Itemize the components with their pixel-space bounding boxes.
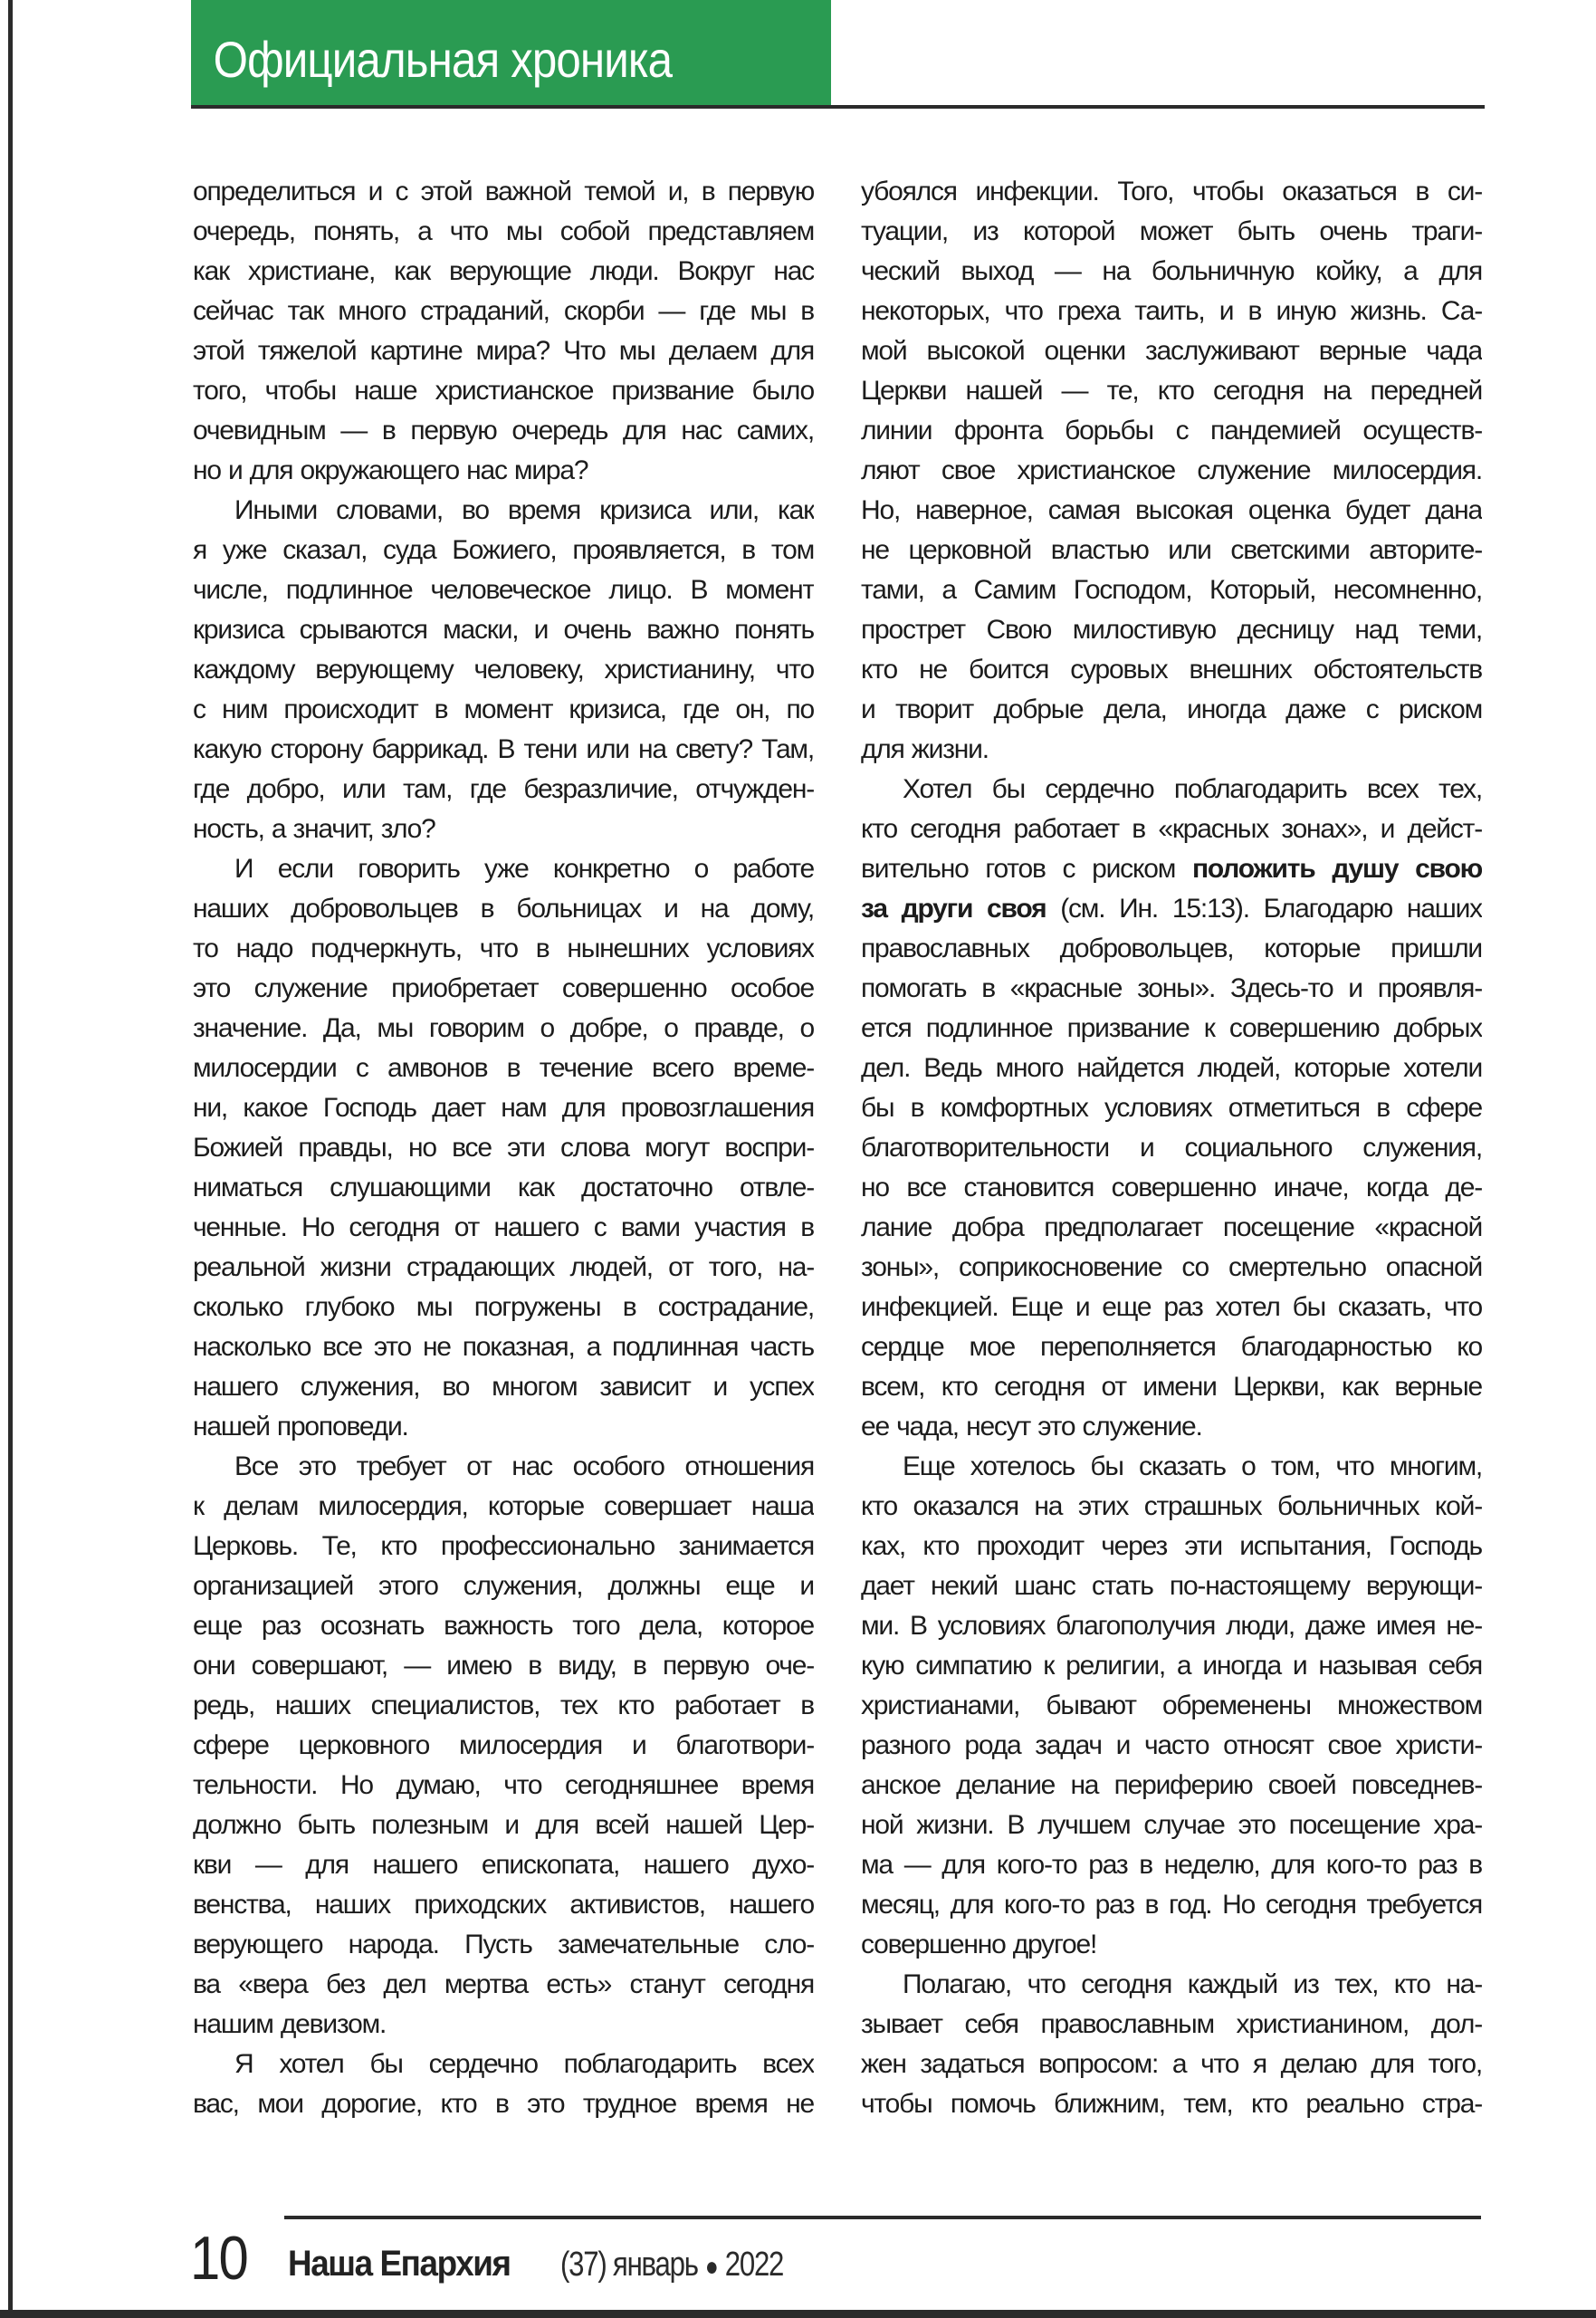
text-line: ма — для кого-то раз в неделю, для кого-то раз в — [861, 1850, 1482, 1880]
text-line: всем, кто сегодня от имени Церкви, как верные — [861, 1372, 1482, 1402]
section-header — [191, 0, 831, 105]
text-line: я уже сказал, суда Божиего, проявляется, в том — [193, 535, 814, 565]
text-line: Полагаю, что сегодня каждый из тех, кто на- — [903, 1969, 1482, 1999]
text-line: еще раз осознать важность того дела, которое — [193, 1611, 814, 1641]
text-line: анское делание на периферию своей повседнев- — [861, 1770, 1482, 1800]
paragraph — [193, 1447, 814, 2045]
text-line: Иными словами, во время кризиса или, как — [234, 495, 814, 525]
text-line: ми. В условиях благополучия люди, даже имея не- — [861, 1611, 1482, 1641]
text-line: они совершают, — имею в виду, в первую оче- — [193, 1651, 814, 1681]
text-line: ется подлинное призвание к совершению добрых — [861, 1013, 1482, 1043]
text-line: лание добра предполагает посещение «красной — [861, 1212, 1482, 1242]
bold-text-run: за други своя — [861, 894, 1046, 924]
text-line: но все становится совершенно иначе, когда де- — [861, 1173, 1482, 1202]
text-line: ческий выход — на больничную койку, а для — [861, 256, 1482, 286]
text-line: чтобы помочь ближним, тем, кто реально стра- — [861, 2089, 1482, 2119]
text-line: Церкви нашей — те, кто сегодня на передней — [861, 376, 1482, 406]
text-line — [861, 889, 1482, 929]
text-line: но и для окружающего нас мира? — [193, 455, 588, 485]
text-line: Хотел бы сердечно поблагодарить всех тех, — [903, 774, 1482, 804]
footer — [288, 2244, 832, 2284]
text-line: и творит добрые дела, иногда даже с риском — [861, 694, 1482, 724]
bullet-separator-icon: ● — [704, 2252, 718, 2282]
text-line: помогать в «красные зоны». Здесь-то и проявля- — [861, 973, 1482, 1003]
paragraph — [193, 491, 814, 849]
paragraph — [193, 2045, 814, 2124]
text-line: некоторых, что греха таить, и в иную жизнь. Са- — [861, 296, 1482, 326]
text-line: ченные. Но сегодня от нашего с вами участия в — [193, 1212, 814, 1242]
text-line: милосердии с амвонов в течение всего време- — [193, 1053, 814, 1083]
text-line: мой высокой оценки заслуживают верные чада — [861, 336, 1482, 366]
page-number: 10 — [190, 2224, 248, 2293]
text-line: ва «вера без дел мертва есть» станут сегодня — [193, 1969, 814, 1999]
left-border-rule — [8, 0, 13, 2318]
text-line: сфере церковного милосердия и благотвори- — [193, 1730, 814, 1760]
text-line: очередь, понять, а что мы собой представляем — [193, 216, 814, 246]
text-line: нашей проповеди. — [193, 1412, 408, 1442]
text-line: убоялся инфекции. Того, чтобы оказаться в си- — [861, 177, 1482, 206]
text-line: Церковь. Те, кто профессионально занимается — [193, 1531, 814, 1561]
text-line: кви — для нашего епископата, нашего духо- — [193, 1850, 814, 1880]
text-line: Я хотел бы сердечно поблагодарить всех — [234, 2049, 814, 2079]
text-line: не церковной властью или светскими авторите- — [861, 535, 1482, 565]
text-line: того, чтобы наше христианское призвание было — [193, 376, 814, 406]
footer-rule — [284, 2216, 1481, 2219]
issue-number: (37) январь — [560, 2246, 698, 2284]
text-line: с ним происходит в момент кризиса, где он, по — [193, 694, 814, 724]
text-line: значение. Да, мы говорим о добре, о правде, о — [193, 1013, 814, 1043]
paragraph — [861, 770, 1482, 1447]
text-line: то надо подчеркнуть, что в нынешних условиях — [193, 934, 814, 963]
text-line: ни, какое Господь дает нам для провозглашения — [193, 1093, 814, 1123]
text-line: прострет Свою милостивую десницу над теми, — [861, 615, 1482, 645]
text-line: тами, а Самим Господом, Который, несомненно, — [861, 575, 1482, 605]
text-line: реальной жизни страдающих людей, от того, на- — [193, 1252, 814, 1282]
section-title: Официальная хроника — [213, 30, 673, 88]
text-line: разного рода задач и часто относят свое христи- — [861, 1730, 1482, 1760]
text-line: венства, наших приходских активистов, нашего — [193, 1890, 814, 1920]
text-line: нашим девизом. — [193, 2009, 387, 2039]
text-line: это служение приобретает совершенно особое — [193, 973, 814, 1003]
text-line: ляют свое христианское служение милосердия. — [861, 455, 1482, 485]
text-line: дает некий шанс стать по-настоящему верующи- — [861, 1571, 1482, 1601]
text-line: ках, кто проходит через эти испытания, Господь — [861, 1531, 1482, 1561]
issue-year: 2022 — [724, 2246, 784, 2284]
text-line: нашего служения, во многом зависит и успех — [193, 1372, 814, 1402]
text-line: этой тяжелой картине мира? Что мы делаем для — [193, 336, 814, 366]
text-line: сердце мое переполняется благодарностью ко — [861, 1332, 1482, 1362]
text-line: ность, а значит, зло? — [193, 814, 435, 844]
article-body — [193, 172, 1482, 2124]
text-line: должно быть полезным и для всей нашей Цер- — [193, 1810, 814, 1840]
magazine-title: Наша Епархия — [288, 2244, 511, 2284]
text-line: бы в комфортных условиях отметиться в сфере — [861, 1093, 1482, 1123]
header-rule — [191, 105, 1485, 109]
text-line: очевидным — в первую очередь для нас самих, — [193, 416, 814, 445]
text-line: сколько глубоко мы погружены в сострадание, — [193, 1292, 814, 1322]
text-line: жен задаться вопросом: а что я делаю для того, — [861, 2049, 1482, 2079]
text-line: кто не боится суровых внешних обстоятельств — [861, 655, 1482, 685]
text-line: определиться и с этой важной темой и, в первую — [193, 177, 814, 206]
text-line: Все это требует от нас особого отношения — [234, 1451, 814, 1481]
text-line: к делам милосердия, которые совершает наша — [193, 1491, 814, 1521]
bottom-bar-rule — [0, 2310, 1596, 2318]
text-line: где добро, или там, где безразличие, отчужден- — [193, 774, 814, 804]
text-line: ной жизни. В лучшем случае это посещение хра- — [861, 1810, 1482, 1840]
text-line: наших добровольцев в больницах и на дому, — [193, 894, 814, 924]
text-line: насколько все это не показная, а подлинная часть — [193, 1332, 814, 1362]
text-line: совершенно другое! — [861, 1930, 1097, 1959]
issue-info — [560, 2246, 783, 2284]
text-line: каждому верующему человеку, христианину, что — [193, 655, 814, 685]
paragraph — [193, 172, 814, 491]
text-line: православных добровольцев, которые пришли — [861, 934, 1482, 963]
text-line: сейчас так много страданий, скорби — где мы в — [193, 296, 814, 326]
text-column-right — [861, 172, 1482, 2124]
text-line: инфекцией. Еще и еще раз хотел бы сказать, что — [861, 1292, 1482, 1322]
text-line: месяц, для кого-то раз в год. Но сегодня требуется — [861, 1890, 1482, 1920]
text-line: кто оказался на этих страшных больничных кой- — [861, 1491, 1482, 1521]
paragraph — [193, 849, 814, 1447]
text-line: числе, подлинное человеческое лицо. В момент — [193, 575, 814, 605]
text-run: (см. Ин. 15:13). Благодарю наших — [1046, 894, 1482, 924]
text-line: Но, наверное, самая высокая оценка будет дана — [861, 495, 1482, 525]
paragraph — [861, 1447, 1482, 1965]
paragraph — [861, 172, 1482, 770]
text-line: вас, мои дорогие, кто в это трудное время не — [193, 2089, 814, 2119]
text-line: Божией правды, но все эти слова могут воспри- — [193, 1133, 814, 1163]
text-line: ниматься слушающими как достаточно отвле- — [193, 1173, 814, 1202]
text-line: зывает себя православным христианином, дол- — [861, 2009, 1482, 2039]
text-line: линии фронта борьбы с пандемией осуществ- — [861, 416, 1482, 445]
text-line: организацией этого служения, должны еще и — [193, 1571, 814, 1601]
text-run: вительно готов с риском — [861, 854, 1192, 884]
text-line: Еще хотелось бы сказать о том, что многим, — [903, 1451, 1482, 1481]
text-line: зоны», соприкосновение со смертельно опасной — [861, 1252, 1482, 1282]
text-line: благотворительности и социального служения, — [861, 1133, 1482, 1163]
text-line: для жизни. — [861, 734, 989, 764]
text-line: какую сторону баррикад. В тени или на свету? Там, — [193, 734, 814, 764]
text-line: тельности. Но думаю, что сегодняшнее время — [193, 1770, 814, 1800]
text-line: верующего народа. Пусть замечательные сло- — [193, 1930, 814, 1959]
text-line: редь, наших специалистов, тех кто работает в — [193, 1691, 814, 1720]
text-line: кризиса срываются маски, и очень важно понять — [193, 615, 814, 645]
text-line: как христиане, как верующие люди. Вокруг нас — [193, 256, 814, 286]
text-line: туации, из которой может быть очень траги- — [861, 216, 1482, 246]
text-line — [861, 849, 1482, 889]
text-line: кто сегодня работает в «красных зонах», и дейст- — [861, 814, 1482, 844]
text-line: кую симпатию к религии, а иногда и называя себя — [861, 1651, 1482, 1681]
text-line: дел. Ведь много найдется людей, которые хотели — [861, 1053, 1482, 1083]
text-line: И если говорить уже конкретно о работе — [234, 854, 814, 884]
text-column-left — [193, 172, 814, 2124]
paragraph — [861, 1965, 1482, 2124]
bold-text-run: положить душу свою — [1191, 854, 1482, 884]
text-line: христианами, бывают обременены множеством — [861, 1691, 1482, 1720]
text-line: ее чада, несут это служение. — [861, 1412, 1202, 1442]
